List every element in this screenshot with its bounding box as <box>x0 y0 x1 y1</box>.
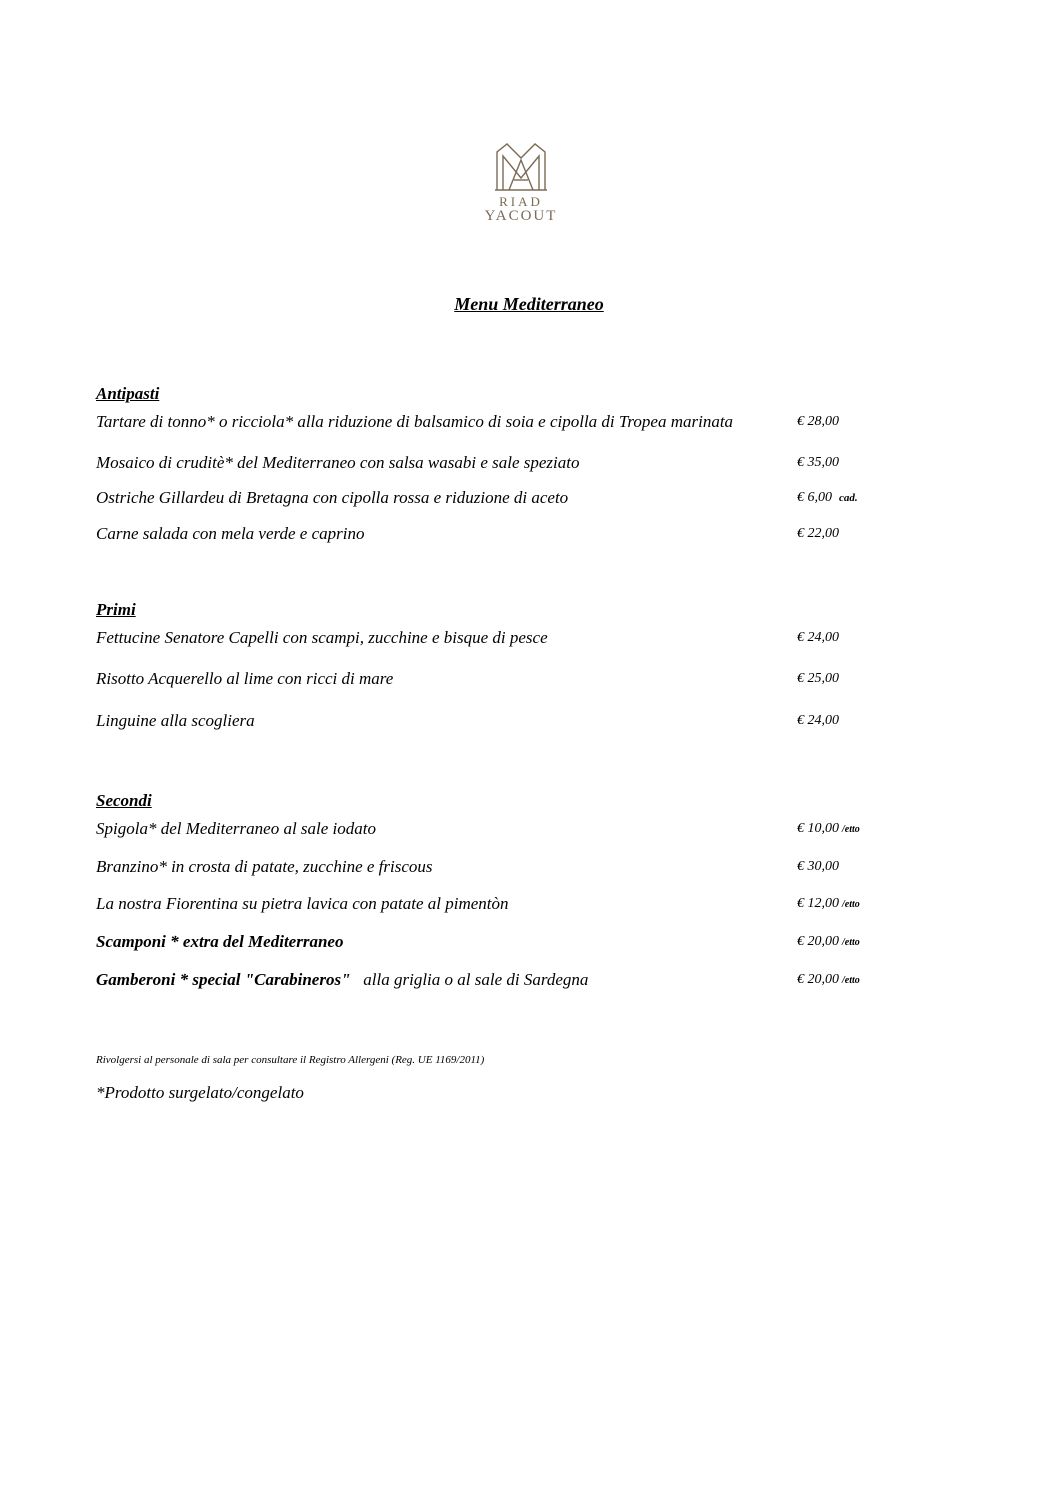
dish-price: € 20,00 <box>797 934 839 949</box>
price-unit: /etto <box>842 975 860 986</box>
menu-item <box>96 970 976 994</box>
price-unit: cad. <box>839 492 858 504</box>
allergen-note: Rivolgersi al personale di sala per consultare il Registro Allergeni (Reg. UE 1169/2011) <box>96 1054 485 1066</box>
menu-item <box>96 857 976 881</box>
section-title-secondi: Secondi <box>96 791 152 810</box>
brand-name-line1: RIAD <box>499 194 543 209</box>
brand-logo <box>471 138 571 234</box>
dish-name: Risotto Acquerello al lime con ricci di mare <box>96 669 394 688</box>
dish-price: € 30,00 <box>797 859 839 874</box>
dish-name: Carne salada con mela verde e caprino <box>96 524 365 543</box>
dish-price-group <box>797 896 860 912</box>
menu-item <box>96 628 976 652</box>
dish-price-group <box>797 821 860 837</box>
section-title-primi: Primi <box>96 600 136 619</box>
dish-price-group <box>797 934 860 950</box>
menu-item <box>96 669 976 693</box>
menu-item <box>96 894 976 918</box>
price-unit: /etto <box>842 899 860 910</box>
frozen-note: *Prodotto surgelato/congelato <box>96 1083 304 1102</box>
dish-name: Spigola* del Mediterraneo al sale iodato <box>96 819 376 838</box>
dish-name: Branzino* in crosta di patate, zucchine e friscous <box>96 857 433 876</box>
dish-name: La nostra Fiorentina su pietra lavica con patate al pimentòn <box>96 894 509 913</box>
dish-price: € 12,00 <box>797 896 839 911</box>
dish-price-group <box>797 490 858 506</box>
dish-name-rest: alla griglia o al sale di Sardegna <box>363 970 589 989</box>
menu-item <box>96 711 976 735</box>
menu-item <box>96 412 976 436</box>
price-unit: /etto <box>842 824 860 835</box>
price-unit: /etto <box>842 937 860 948</box>
brand-name-line2: YACOUT <box>484 208 558 224</box>
menu-item <box>96 524 976 548</box>
dish-price: € 20,00 <box>797 972 839 987</box>
dish-price: € 25,00 <box>797 671 839 686</box>
menu-item <box>96 819 976 843</box>
section-title-antipasti: Antipasti <box>96 384 160 403</box>
dish-price: € 6,00 <box>797 490 832 505</box>
dish-name: Linguine alla scogliera <box>96 711 255 730</box>
menu-title: Menu Mediterraneo <box>454 294 604 314</box>
dish-name-bold: Gamberoni * special "Carabineros" <box>96 970 351 989</box>
menu-item <box>96 453 976 477</box>
dish-name <box>96 932 343 952</box>
dish-price: € 10,00 <box>797 821 839 836</box>
dish-name: Mosaico di cruditè* del Mediterraneo con salsa wasabi e sale speziato <box>96 453 580 472</box>
dish-name: Fettucine Senatore Capelli con scampi, zucchine e bisque di pesce <box>96 628 548 647</box>
menu-item <box>96 488 976 512</box>
riad-yacout-monogram-icon <box>493 138 549 194</box>
dish-price: € 35,00 <box>797 455 839 470</box>
dish-price: € 22,00 <box>797 526 839 541</box>
dish-name: Tartare di tonno* o ricciola* alla riduzione di balsamico di soia e cipolla di Tropea marinata <box>96 412 734 431</box>
dish-price: € 24,00 <box>797 713 839 728</box>
dish-name: Ostriche Gillardeu di Bretagna con cipolla rossa e riduzione di aceto <box>96 488 569 507</box>
dish-name <box>96 970 588 990</box>
dish-price-group <box>797 972 860 988</box>
dish-price: € 28,00 <box>797 414 839 429</box>
dish-name-bold: Scamponi * extra del Mediterraneo <box>96 932 344 951</box>
menu-item <box>96 932 976 956</box>
dish-price: € 24,00 <box>797 630 839 645</box>
